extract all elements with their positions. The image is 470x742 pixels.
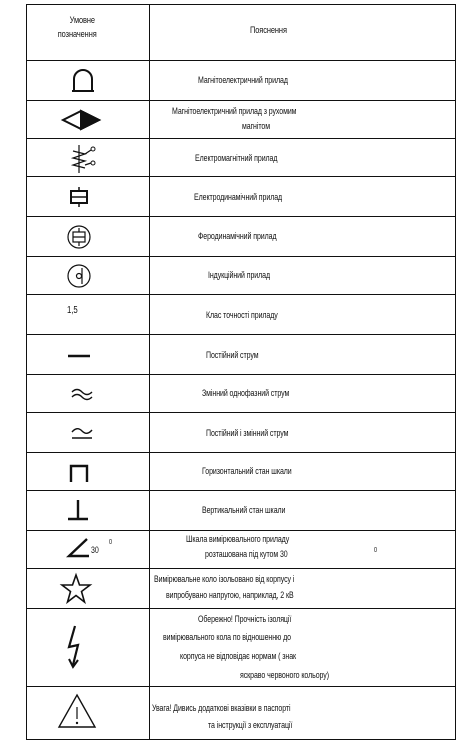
row-13-degree: 0 [374,547,377,554]
row-1-line1: Магнітоелектричний прилад [198,75,288,85]
table-row [27,257,455,295]
table-row [27,61,455,101]
row-12-line1: Вертикальний стан шкали [202,505,286,515]
table-row [27,101,455,139]
table-header [27,5,455,61]
table-row [27,569,455,609]
table-row [27,491,455,531]
row-9-line1: Змінний однофазний струм [202,388,290,398]
table-row [27,139,455,177]
table-row [27,295,455,335]
star-icon [61,574,91,604]
moving-magnet-icon [61,109,101,131]
accuracy-class-label: 1,5 [67,305,78,316]
magnetoelectric-icon [71,69,95,93]
direct-current-icon [67,354,91,358]
table-row [27,217,455,257]
row-14-line2: випробувано напругою, наприклад, 2 кВ [166,590,294,600]
dc-ac-current-icon [71,425,93,441]
header-desc: Пояснення [250,25,287,36]
warning-triangle-icon [57,693,97,729]
row-5-line1: Феродинамічний прилад [198,231,277,241]
table-row [27,687,455,739]
header-symbol-line1: Умовне [69,15,95,26]
vertical-scale-icon [67,499,89,521]
row-15-line1: Обережно! Прочність ізоляції [198,614,292,624]
row-15-line4: яскраво червоного кольору) [240,670,329,680]
horizontal-scale-icon [69,464,89,482]
row-16-line2: та інструкції з експлуатації [208,720,293,730]
row-7-line1: Клас точності приладу [206,310,278,320]
row-13-line1: Шкала вимірювального приладу [186,534,290,544]
row-16-line1: Увага! Дивись додаткові вказівки в паспорті [152,703,291,713]
ferrodynamic-icon [67,225,93,249]
row-6-line1: Індукційний прилад [208,270,270,280]
symbols-table [26,4,456,740]
inclined-scale-icon [67,537,91,559]
header-desc-cell [150,5,455,60]
table-row [27,531,455,569]
inclined-angle-degree: 0 [109,539,112,546]
row-14-line1: Вимірювальне коло ізольовано від корпусу і [154,574,295,584]
lightning-icon [65,625,85,669]
row-4-line1: Електродинамічний прилад [194,192,283,202]
row-10-line1: Постійний і змінний струм [206,428,289,438]
induction-icon [67,264,91,288]
row-8-line1: Постійний струм [206,350,259,360]
table-row [27,413,455,453]
row-15-line3: корпуса не відповідає нормам ( знак [180,651,297,661]
header-symbol-cell [27,5,149,60]
table-row [27,177,455,217]
electromagnetic-icon [67,143,97,175]
electrodynamic-icon [69,187,89,207]
table-row [27,609,455,687]
row-13-line2: розташована під кутом 30 [205,549,288,559]
row-3-line1: Електромагнітний прилад [195,153,278,163]
row-15-line2: вимірювального кола по відношенню до [163,632,291,642]
row-2-line2: магнітом [242,121,270,131]
row-11-line1: Горизонтальний стан шкали [202,466,292,476]
table-row [27,453,455,491]
table-row [27,335,455,375]
row-2-line1: Магнітоелектричний прилад з рухомим [172,106,297,116]
inclined-angle-value: 30 [91,545,99,555]
header-symbol-line2: позначення [57,29,97,40]
alternating-current-icon [71,387,93,401]
table-row [27,375,455,413]
